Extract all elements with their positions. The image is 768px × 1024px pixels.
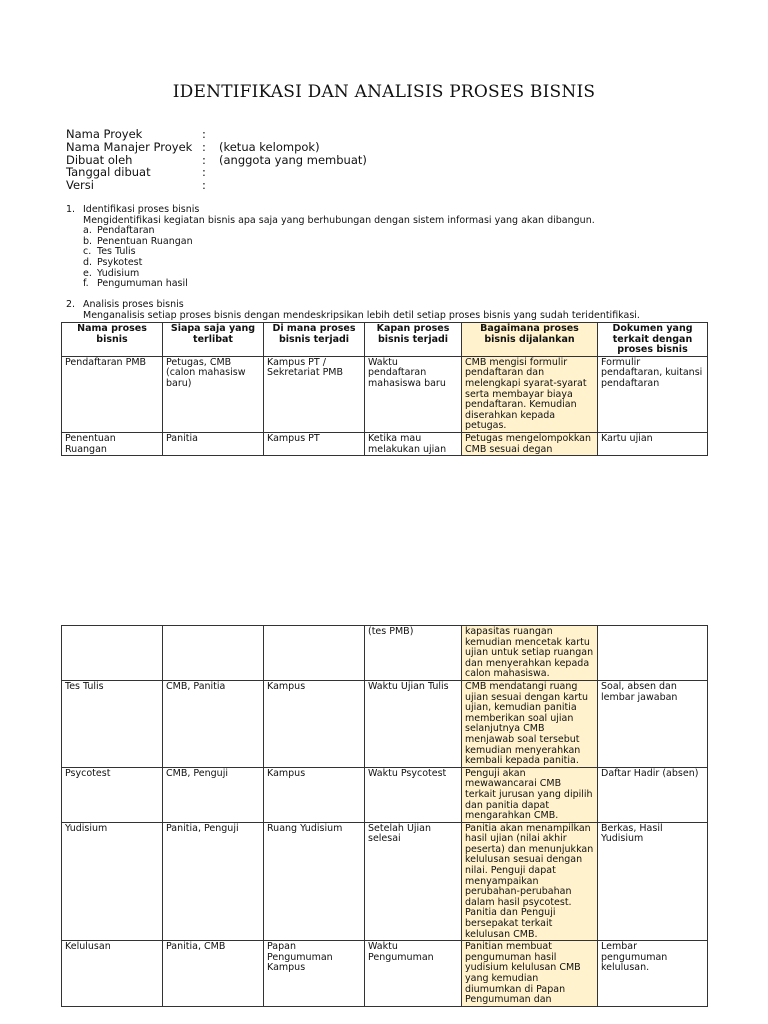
section-identification — [66, 205, 595, 290]
list-item-text: Psykotest — [97, 256, 143, 268]
table-cell: CMB mendatangi ruang ujian sesuai dengan kartu ujian, kemudian panitia memberikan soal ujian selanjutnya CMB menjawab soal tersebut kemudian menyerahkan kembali kepada panitia. — [462, 680, 598, 767]
table-cell: Panitia, CMB — [163, 941, 264, 1007]
table-cell — [264, 626, 365, 681]
column-header: Dokumen yang terkait dengan proses bisnis — [598, 323, 708, 357]
table-cell: Papan Pengumuman Kampus — [264, 941, 365, 1007]
section-heading: Identifikasi proses bisnis — [83, 204, 200, 215]
table-cell: Penguji akan mewawancarai CMB terkait jurusan yang dipilih dan panitia dapat mengarahkan CMB. — [462, 767, 598, 822]
page-title: IDENTIFIKASI DAN ANALISIS PROSES BISNIS — [172, 82, 596, 102]
meta-label: Dibuat oleh — [66, 152, 133, 167]
table-cell: Setelah Ujian selesai — [365, 822, 462, 941]
table-cell: Formulir pendaftaran, kuitansi pendaftaran — [598, 356, 708, 432]
table-cell — [62, 626, 163, 681]
section-analysis — [66, 300, 640, 321]
column-header: Di mana proses bisnis terjadi — [264, 323, 365, 357]
column-header: Kapan proses bisnis terjadi — [365, 323, 462, 357]
meta-row-date — [66, 166, 367, 179]
process-table-top — [61, 322, 708, 456]
table-row — [62, 941, 708, 1007]
list-item — [83, 258, 595, 269]
meta-row-project-name — [66, 128, 367, 141]
table-cell: Lembar pengumuman kelulusan. — [598, 941, 708, 1007]
section-description: Menganalisis setiap proses bisnis dengan mendeskripsikan lebih detil setiap proses bisnis yang sudah teridentifikasi. — [83, 309, 640, 321]
table-cell: (tes PMB) — [365, 626, 462, 681]
table-cell: Waktu Pengumuman — [365, 941, 462, 1007]
table-cell: Panitia — [163, 432, 264, 455]
meta-label: Nama Proyek — [66, 127, 143, 141]
list-marker: c. — [83, 246, 92, 258]
table-cell: Kampus PT — [264, 432, 365, 455]
table-cell: Panitia, Penguji — [163, 822, 264, 941]
meta-value: (ketua kelompok) — [219, 139, 320, 154]
table-header-row — [62, 323, 708, 357]
table-cell: Kartu ujian — [598, 432, 708, 455]
process-list — [66, 226, 595, 290]
meta-colon: : — [202, 127, 206, 141]
meta-colon: : — [202, 165, 206, 180]
table-cell: Pendaftaran PMB — [62, 356, 163, 432]
project-meta — [66, 128, 367, 192]
list-item-text: Yudisium — [97, 267, 140, 279]
table-row — [62, 822, 708, 941]
meta-label: Nama Manajer Proyek — [66, 139, 193, 154]
table-cell: Petugas, CMB (calon mahasisw baru) — [163, 356, 264, 432]
list-item — [83, 279, 595, 290]
table-cell: Penentuan Ruangan — [62, 432, 163, 455]
table-cell: Berkas, Hasil Yudisium — [598, 822, 708, 941]
meta-label: Tanggal dibuat — [66, 165, 151, 180]
meta-colon: : — [202, 139, 206, 154]
table-cell: Ketika mau melakukan ujian — [365, 432, 462, 455]
process-table-continued — [61, 625, 708, 1007]
table-cell: Panitian membuat pengumuman hasil yudisium kelulusan CMB yang kemudian diumumkan di Papan Pengumuman dan — [462, 941, 598, 1007]
table-cell: Waktu Ujian Tulis — [365, 680, 462, 767]
section-number: 2. — [66, 299, 76, 310]
table-row — [62, 432, 708, 455]
section-description: Mengidentifikasi kegiatan bisnis apa saja yang berhubungan dengan sistem informasi yang akan dibangun. — [83, 214, 595, 226]
table-cell: Yudisium — [62, 822, 163, 941]
section-heading: Analisis proses bisnis — [83, 299, 184, 310]
meta-value: (anggota yang membuat) — [219, 152, 367, 167]
list-item-text: Pendaftaran — [97, 225, 155, 237]
table-cell: Kampus — [264, 680, 365, 767]
list-item-text: Tes Tulis — [97, 246, 136, 258]
table-cell: Petugas mengelompokkan CMB sesuai degan — [462, 432, 598, 455]
table-row — [62, 626, 708, 681]
list-marker: e. — [83, 267, 92, 279]
column-header: Siapa saja yang terlibat — [163, 323, 264, 357]
table-cell: Kampus — [264, 767, 365, 822]
meta-colon: : — [202, 178, 206, 193]
table-cell — [598, 626, 708, 681]
table-cell: Tes Tulis — [62, 680, 163, 767]
table-cell: CMB, Panitia — [163, 680, 264, 767]
table-row — [62, 356, 708, 432]
column-header: Nama proses bisnis — [62, 323, 163, 357]
table-cell: Kampus PT / Sekretariat PMB — [264, 356, 365, 432]
list-marker: d. — [83, 256, 93, 268]
table-row — [62, 767, 708, 822]
table-cell: Kelulusan — [62, 941, 163, 1007]
list-item-text: Penentuan Ruangan — [97, 235, 193, 247]
table-row — [62, 680, 708, 767]
table-cell: Waktu pendaftaran mahasiswa baru — [365, 356, 462, 432]
list-marker: b. — [83, 235, 93, 247]
section-number: 1. — [66, 204, 76, 215]
table-cell: Ruang Yudisium — [264, 822, 365, 941]
table-cell: Daftar Hadir (absen) — [598, 767, 708, 822]
list-marker: a. — [83, 225, 92, 237]
table-cell: kapasitas ruangan kemudian mencetak kartu ujian untuk setiap ruangan dan menyerahkan kepada calon mahasiswa. — [462, 626, 598, 681]
table-cell: Soal, absen dan lembar jawaban — [598, 680, 708, 767]
list-marker: f. — [83, 278, 89, 290]
list-item-text: Pengumuman hasil — [97, 278, 188, 290]
table-cell: CMB mengisi formulir pendaftaran dan melengkapi syarat-syarat serta membayar biaya pendaftaran. Kemudian diserahkan kepada petugas. — [462, 356, 598, 432]
table-cell: Psycotest — [62, 767, 163, 822]
table-cell: Panitia akan menampilkan hasil ujian (nilai akhir peserta) dan menunjukkan kelulusan sesuai dengan nilai. Penguji dapat menyampaikan perubahan-perubahan dalam hasil psycotest. Panitia dan Penguji bersepakat terkait kelulusan CMB. — [462, 822, 598, 941]
table-cell — [163, 626, 264, 681]
table-cell: CMB, Penguji — [163, 767, 264, 822]
meta-row-version — [66, 179, 367, 192]
meta-colon: : — [202, 152, 206, 167]
table-cell: Waktu Psycotest — [365, 767, 462, 822]
list-item — [83, 247, 595, 258]
list-item — [83, 237, 595, 248]
meta-label: Versi — [66, 178, 94, 193]
column-header: Bagaimana proses bisnis dijalankan — [462, 323, 598, 357]
